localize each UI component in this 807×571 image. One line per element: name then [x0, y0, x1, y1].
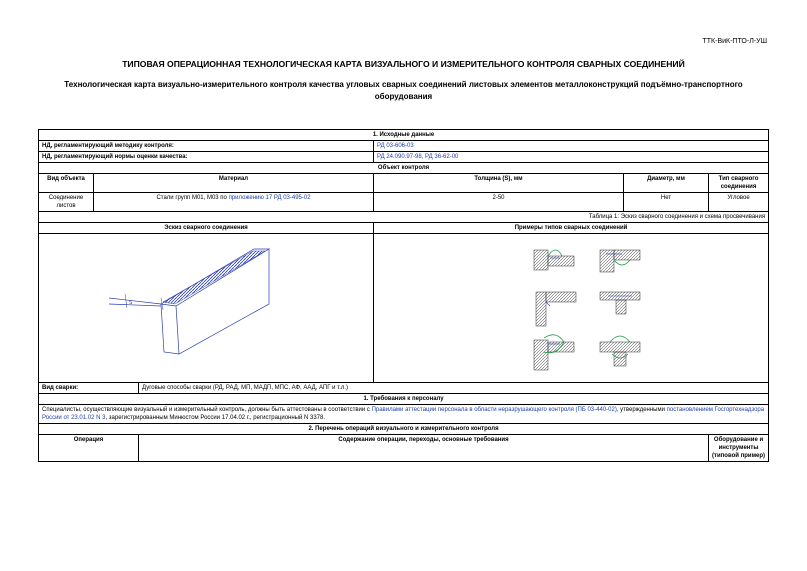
col-content-header: Содержание операции, переходы, основные требования	[139, 435, 709, 462]
object-columns-row	[39, 174, 769, 193]
material-link[interactable]: приложению 17 РД 03-495-02	[228, 195, 311, 201]
object-header-row	[39, 163, 769, 174]
col-material-header: Материал	[94, 174, 374, 193]
example-6	[600, 336, 640, 366]
personnel-link-2[interactable]: постановлением Госгортехнадзора России от 23.01.02 N 3	[42, 407, 765, 421]
material-prefix: Стали групп М01, М03 по	[156, 195, 227, 201]
col-operation-header: Операция	[39, 435, 139, 462]
main-table	[38, 129, 769, 462]
example-1	[534, 250, 574, 270]
section-2-header-row	[39, 424, 769, 435]
example-5	[534, 335, 574, 370]
section-2-columns-row	[39, 435, 769, 462]
col-diameter-header: Диаметр, мм	[624, 174, 709, 193]
object-diameter: Нет	[624, 193, 709, 212]
col-equipment-header: Оборудование и инструменты (типовой пример)	[709, 435, 769, 462]
section-2-header: 2. Перечень операций визуального и измерительного контроля	[39, 424, 769, 435]
nd-method-row	[39, 141, 769, 152]
document-code: ТТК-ВиК-ПТО-Л-УШ	[702, 38, 767, 45]
personnel-header-row	[39, 394, 769, 405]
personnel-text	[39, 405, 769, 424]
personnel-header: 1. Требования к персоналу	[39, 394, 769, 405]
object-thickness: 2-50	[374, 193, 624, 212]
weld-sketch-drawing	[39, 234, 337, 382]
nd-norms-link[interactable]: РД 24.090.97-98, РД 36-62-00	[374, 152, 769, 163]
example-2	[600, 250, 640, 272]
nd-norms-label: НД, регламентирующий нормы оценки качества:	[39, 152, 374, 163]
sketch-row	[39, 234, 769, 383]
nd-method-label: НД, регламентирующий методику контроля:	[39, 141, 374, 152]
section-1-header-row	[39, 130, 769, 141]
personnel-text-row	[39, 405, 769, 424]
weld-examples-cell	[374, 234, 769, 383]
weld-label: Вид сварки:	[39, 383, 139, 394]
table-caption: Таблица 1: Эскиз сварного соединения и схема просвечивания	[39, 212, 769, 223]
object-type: Угловое	[709, 193, 769, 212]
example-3	[536, 292, 576, 326]
weld-type-row	[39, 383, 769, 394]
object-header: Объект контроля	[39, 163, 769, 174]
object-data-row	[39, 193, 769, 212]
nd-norms-row	[39, 152, 769, 163]
col-kind-header: Вид объекта	[39, 174, 94, 193]
personnel-text-1: Специалисты, осуществляющие визуальный и измерительный контроль, должны быть аттестованы в соответствии с	[42, 407, 370, 413]
document-title: ТИПОВАЯ ОПЕРАЦИОННАЯ ТЕХНОЛОГИЧЕСКАЯ КАРТА ВИЗУАЛЬНОГО И ИЗМЕРИТЕЛЬНОГО КОНТРОЛЯ СВАРНЫХ СОЕДИНЕНИЙ	[122, 59, 685, 69]
nd-method-link[interactable]: РД 03-606-03	[374, 141, 769, 152]
col-type-header: Тип сварного соединения	[709, 174, 769, 193]
object-kind: Соединение листов	[39, 193, 94, 212]
document-subtitle: Технологическая карта визуально-измерительного контроля качества угловых сварных соединений листовых элементов металлоконструкций подъёмно-транспортного оборудования	[64, 80, 743, 101]
personnel-text-3: , зарегистрированным Минюстом России 17.04.02 г., регистрационный N 3378.	[105, 415, 326, 421]
table-caption-row	[39, 212, 769, 223]
sketch-header-row	[39, 223, 769, 234]
weld-examples-drawing	[374, 234, 806, 382]
sketch-header: Эскиз сварного соединения	[39, 223, 374, 234]
object-material	[94, 193, 374, 212]
example-4	[600, 292, 640, 314]
col-thickness-header: Толщина (S), мм	[374, 174, 624, 193]
personnel-link-1[interactable]: Правилами аттестации персонала в области неразрушающего контроля (ПБ 03-440-02)	[371, 407, 617, 413]
personnel-text-2: , утвержденными	[616, 407, 665, 413]
weld-sketch-cell	[39, 234, 374, 383]
section-1-header: 1. Исходные данные	[39, 130, 769, 141]
svg-text:S: S	[129, 300, 133, 306]
weld-value: Дуговые способы сварки (РД, РАД, МП, МАДП, МПС, АФ, ААД, АПГ и т.л.)	[139, 383, 769, 394]
examples-header: Примеры типов сварных соединений	[374, 223, 769, 234]
